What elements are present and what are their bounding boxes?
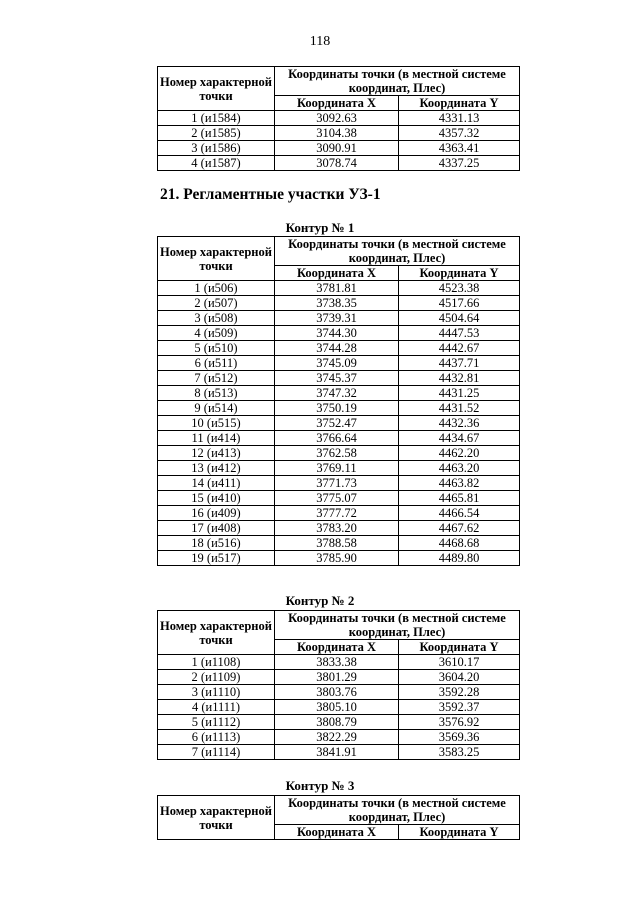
table-row <box>158 551 520 566</box>
header-coordinates-group: Координаты точки (в местной системе координат, Плес) <box>275 67 520 96</box>
cell-coordinate-y: 4489.80 <box>399 551 520 566</box>
cell-point-number: 4 (и1111) <box>158 700 275 715</box>
table-row <box>158 491 520 506</box>
cell-coordinate-x: 3801.29 <box>275 670 399 685</box>
cell-coordinate-x: 3822.29 <box>275 730 399 745</box>
cell-coordinate-y: 4434.67 <box>399 431 520 446</box>
cell-point-number: 4 (и509) <box>158 326 275 341</box>
cell-point-number: 16 (и409) <box>158 506 275 521</box>
cell-coordinate-y: 4432.36 <box>399 416 520 431</box>
cell-coordinate-x: 3090.91 <box>275 141 399 156</box>
cell-coordinate-x: 3841.91 <box>275 745 399 760</box>
table-row <box>158 401 520 416</box>
cell-point-number: 9 (и514) <box>158 401 275 416</box>
table-row <box>158 156 520 171</box>
cell-point-number: 18 (и516) <box>158 536 275 551</box>
cell-coordinate-x: 3739.31 <box>275 311 399 326</box>
cell-point-number: 7 (и1114) <box>158 745 275 760</box>
cell-coordinate-x: 3745.09 <box>275 356 399 371</box>
table-row <box>158 446 520 461</box>
cell-point-number: 1 (и1584) <box>158 111 275 126</box>
header-point-number: Номер характерной точки <box>158 611 275 655</box>
contour-2-title: Контур № 2 <box>285 593 355 608</box>
table-row <box>158 356 520 371</box>
table-row <box>158 521 520 536</box>
cell-point-number: 6 (и1113) <box>158 730 275 745</box>
table-row <box>158 326 520 341</box>
table-row <box>158 745 520 760</box>
cell-coordinate-y: 4437.71 <box>399 356 520 371</box>
cell-coordinate-y: 4442.67 <box>399 341 520 356</box>
header-point-number: Номер характерной точки <box>158 237 275 281</box>
cell-point-number: 14 (и411) <box>158 476 275 491</box>
header-point-number: Номер характерной точки <box>158 67 275 111</box>
section-heading: 21. Регламентные участки УЗ-1 <box>160 186 381 203</box>
table-row <box>158 536 520 551</box>
cell-coordinate-x: 3785.90 <box>275 551 399 566</box>
table-row <box>158 461 520 476</box>
table-row <box>158 655 520 670</box>
cell-coordinate-y: 4337.25 <box>399 156 520 171</box>
cell-coordinate-y: 4357.32 <box>399 126 520 141</box>
header-coordinates-group: Координаты точки (в местной системе координат, Плес) <box>275 611 520 640</box>
cell-coordinate-x: 3747.32 <box>275 386 399 401</box>
table-row <box>158 111 520 126</box>
table-row <box>158 715 520 730</box>
cell-coordinate-y: 4431.25 <box>399 386 520 401</box>
cell-coordinate-y: 4517.66 <box>399 296 520 311</box>
cell-coordinate-y: 4465.81 <box>399 491 520 506</box>
cell-coordinate-x: 3744.28 <box>275 341 399 356</box>
cell-point-number: 3 (и1586) <box>158 141 275 156</box>
coordinates-table-contour-1 <box>157 236 520 566</box>
cell-point-number: 4 (и1587) <box>158 156 275 171</box>
cell-point-number: 5 (и1112) <box>158 715 275 730</box>
cell-coordinate-x: 3744.30 <box>275 326 399 341</box>
cell-point-number: 17 (и408) <box>158 521 275 536</box>
cell-coordinate-x: 3771.73 <box>275 476 399 491</box>
cell-coordinate-y: 3592.28 <box>399 685 520 700</box>
cell-coordinate-y: 3610.17 <box>399 655 520 670</box>
header-coordinate-y: Координата Y <box>399 96 520 111</box>
cell-point-number: 5 (и510) <box>158 341 275 356</box>
header-coordinates-group: Координаты точки (в местной системе координат, Плес) <box>275 796 520 825</box>
cell-point-number: 11 (и414) <box>158 431 275 446</box>
cell-coordinate-x: 3078.74 <box>275 156 399 171</box>
contour-3-title: Контур № 3 <box>285 778 355 793</box>
table-row <box>158 341 520 356</box>
cell-coordinate-y: 3604.20 <box>399 670 520 685</box>
coordinates-table-top <box>157 66 520 171</box>
table-row <box>158 371 520 386</box>
cell-coordinate-y: 4462.20 <box>399 446 520 461</box>
cell-coordinate-x: 3781.81 <box>275 281 399 296</box>
cell-coordinate-y: 4363.41 <box>399 141 520 156</box>
cell-coordinate-x: 3762.58 <box>275 446 399 461</box>
cell-point-number: 10 (и515) <box>158 416 275 431</box>
header-coordinate-y: Координата Y <box>399 266 520 281</box>
cell-point-number: 6 (и511) <box>158 356 275 371</box>
table-row <box>158 730 520 745</box>
cell-point-number: 13 (и412) <box>158 461 275 476</box>
cell-point-number: 12 (и413) <box>158 446 275 461</box>
cell-coordinate-x: 3766.64 <box>275 431 399 446</box>
coordinates-table-contour-3 <box>157 795 520 840</box>
table-row <box>158 141 520 156</box>
cell-coordinate-y: 3576.92 <box>399 715 520 730</box>
table-row <box>158 476 520 491</box>
cell-coordinate-y: 4466.54 <box>399 506 520 521</box>
cell-coordinate-y: 4331.13 <box>399 111 520 126</box>
cell-coordinate-x: 3752.47 <box>275 416 399 431</box>
header-coordinate-y: Координата Y <box>399 640 520 655</box>
header-coordinate-x: Координата X <box>275 825 399 840</box>
cell-coordinate-y: 4468.68 <box>399 536 520 551</box>
cell-point-number: 19 (и517) <box>158 551 275 566</box>
table-row <box>158 126 520 141</box>
cell-point-number: 8 (и513) <box>158 386 275 401</box>
cell-coordinate-x: 3104.38 <box>275 126 399 141</box>
header-point-number: Номер характерной точки <box>158 796 275 840</box>
cell-coordinate-y: 4504.64 <box>399 311 520 326</box>
cell-coordinate-x: 3092.63 <box>275 111 399 126</box>
table-row <box>158 670 520 685</box>
cell-point-number: 7 (и512) <box>158 371 275 386</box>
table-row <box>158 296 520 311</box>
cell-coordinate-x: 3738.35 <box>275 296 399 311</box>
header-coordinate-x: Координата X <box>275 640 399 655</box>
cell-coordinate-x: 3788.58 <box>275 536 399 551</box>
header-coordinate-x: Координата X <box>275 96 399 111</box>
cell-coordinate-y: 4523.38 <box>399 281 520 296</box>
cell-coordinate-y: 4467.62 <box>399 521 520 536</box>
cell-point-number: 3 (и1110) <box>158 685 275 700</box>
header-coordinate-y: Координата Y <box>399 825 520 840</box>
table-row <box>158 281 520 296</box>
table-row <box>158 506 520 521</box>
cell-point-number: 3 (и508) <box>158 311 275 326</box>
cell-coordinate-x: 3833.38 <box>275 655 399 670</box>
page-number: 118 <box>309 34 331 49</box>
cell-point-number: 1 (и506) <box>158 281 275 296</box>
cell-coordinate-x: 3750.19 <box>275 401 399 416</box>
cell-coordinate-x: 3808.79 <box>275 715 399 730</box>
cell-point-number: 2 (и507) <box>158 296 275 311</box>
coordinates-table-contour-2 <box>157 610 520 760</box>
contour-1-title: Контур № 1 <box>285 220 355 235</box>
cell-coordinate-y: 3583.25 <box>399 745 520 760</box>
header-coordinates-group: Координаты точки (в местной системе координат, Плес) <box>275 237 520 266</box>
cell-point-number: 15 (и410) <box>158 491 275 506</box>
table-row <box>158 700 520 715</box>
table-row <box>158 431 520 446</box>
cell-coordinate-y: 4431.52 <box>399 401 520 416</box>
cell-coordinate-x: 3775.07 <box>275 491 399 506</box>
cell-coordinate-y: 4463.82 <box>399 476 520 491</box>
table-row <box>158 311 520 326</box>
cell-coordinate-x: 3803.76 <box>275 685 399 700</box>
cell-coordinate-x: 3777.72 <box>275 506 399 521</box>
cell-coordinate-y: 4463.20 <box>399 461 520 476</box>
cell-point-number: 2 (и1109) <box>158 670 275 685</box>
cell-coordinate-y: 3592.37 <box>399 700 520 715</box>
cell-coordinate-y: 4447.53 <box>399 326 520 341</box>
table-row <box>158 685 520 700</box>
header-coordinate-x: Координата X <box>275 266 399 281</box>
cell-coordinate-x: 3805.10 <box>275 700 399 715</box>
cell-coordinate-x: 3769.11 <box>275 461 399 476</box>
cell-coordinate-y: 4432.81 <box>399 371 520 386</box>
cell-coordinate-x: 3783.20 <box>275 521 399 536</box>
cell-point-number: 1 (и1108) <box>158 655 275 670</box>
cell-coordinate-y: 3569.36 <box>399 730 520 745</box>
table-row <box>158 386 520 401</box>
table-row <box>158 416 520 431</box>
cell-coordinate-x: 3745.37 <box>275 371 399 386</box>
cell-point-number: 2 (и1585) <box>158 126 275 141</box>
